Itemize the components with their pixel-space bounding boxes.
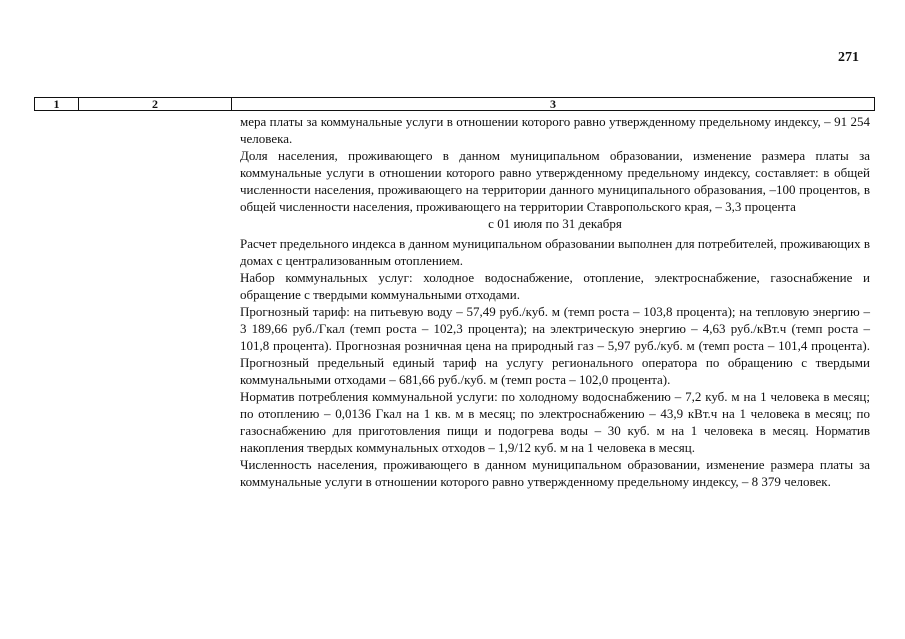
document-body xyxy=(240,113,870,490)
paragraph-population-share: Доля населения, проживающего в данном муниципальном образовании, изменение размера платы за коммунальные услуги в отношении которого равно утвержденному предельному индексу, составляет: в общей численности населения, проживающего на территории данного муниципального образования, –100 процентов, в общей численности населения, проживающего на территории Ставропольского края, – 3,3 процента xyxy=(240,148,870,214)
page-number: 271 xyxy=(838,50,859,65)
paragraph-index-calculation: Расчет предельного индекса в данном муниципальном образовании выполнен для потребителей, проживающих в домах с централизованным отоплением. xyxy=(240,236,870,268)
column-header-row xyxy=(35,98,875,111)
paragraph-consumption-norm: Норматив потребления коммунальной услуги: по холодному водоснабжению – 7,2 куб. м на 1 человека в месяц; по отоплению – 0,0136 Гкал на 1 кв. м в месяц; по электроснабжению – 43,9 кВт.ч на 1 человека в месяц; по газоснабжению для приготовления пищи и подогрева воды – 30 куб. м на 1 человека в месяц. Норматив накопления твердых коммунальных отходов – 1,9/12 куб. м на 1 человека в месяц. xyxy=(240,389,870,455)
period-heading: с 01 июля по 31 декабря xyxy=(488,216,622,231)
column-header-3: 3 xyxy=(232,98,875,111)
column-header-table xyxy=(34,97,875,111)
column-header-1: 1 xyxy=(35,98,79,111)
column-header-2: 2 xyxy=(79,98,232,111)
paragraph-forecast-tariff: Прогнозный тариф: на питьевую воду – 57,49 руб./куб. м (темп роста – 103,8 процента); на тепловую энергию – 3 189,66 руб./Гкал (темп роста – 102,3 процента); на электрическую энергию – 4,63 руб./кВт.ч (темп роста – 101,8 процента). Прогнозная розничная цена на природный газ – 5,97 руб./куб. м (темп роста – 101,4 процента). Прогнозный предельный единый тариф на услугу регионального оператора по обращению с твердыми коммунальными отходами – 681,66 руб./куб. м (темп роста – 102,0 процента). xyxy=(240,304,870,387)
paragraph-population-count: мера платы за коммунальные услуги в отношении которого равно утвержденному предельному индексу, – 91 254 человека. xyxy=(240,114,870,146)
paragraph-utility-set: Набор коммунальных услуг: холодное водоснабжение, отопление, электроснабжение, газоснабжение и обращение с твердыми коммунальными отходами. xyxy=(240,270,870,302)
paragraph-population-count-2: Численность населения, проживающего в данном муниципальном образовании, изменение размера платы за коммунальные услуги в отношении которого равно утвержденному предельному индексу, – 8 379 человек. xyxy=(240,457,870,489)
